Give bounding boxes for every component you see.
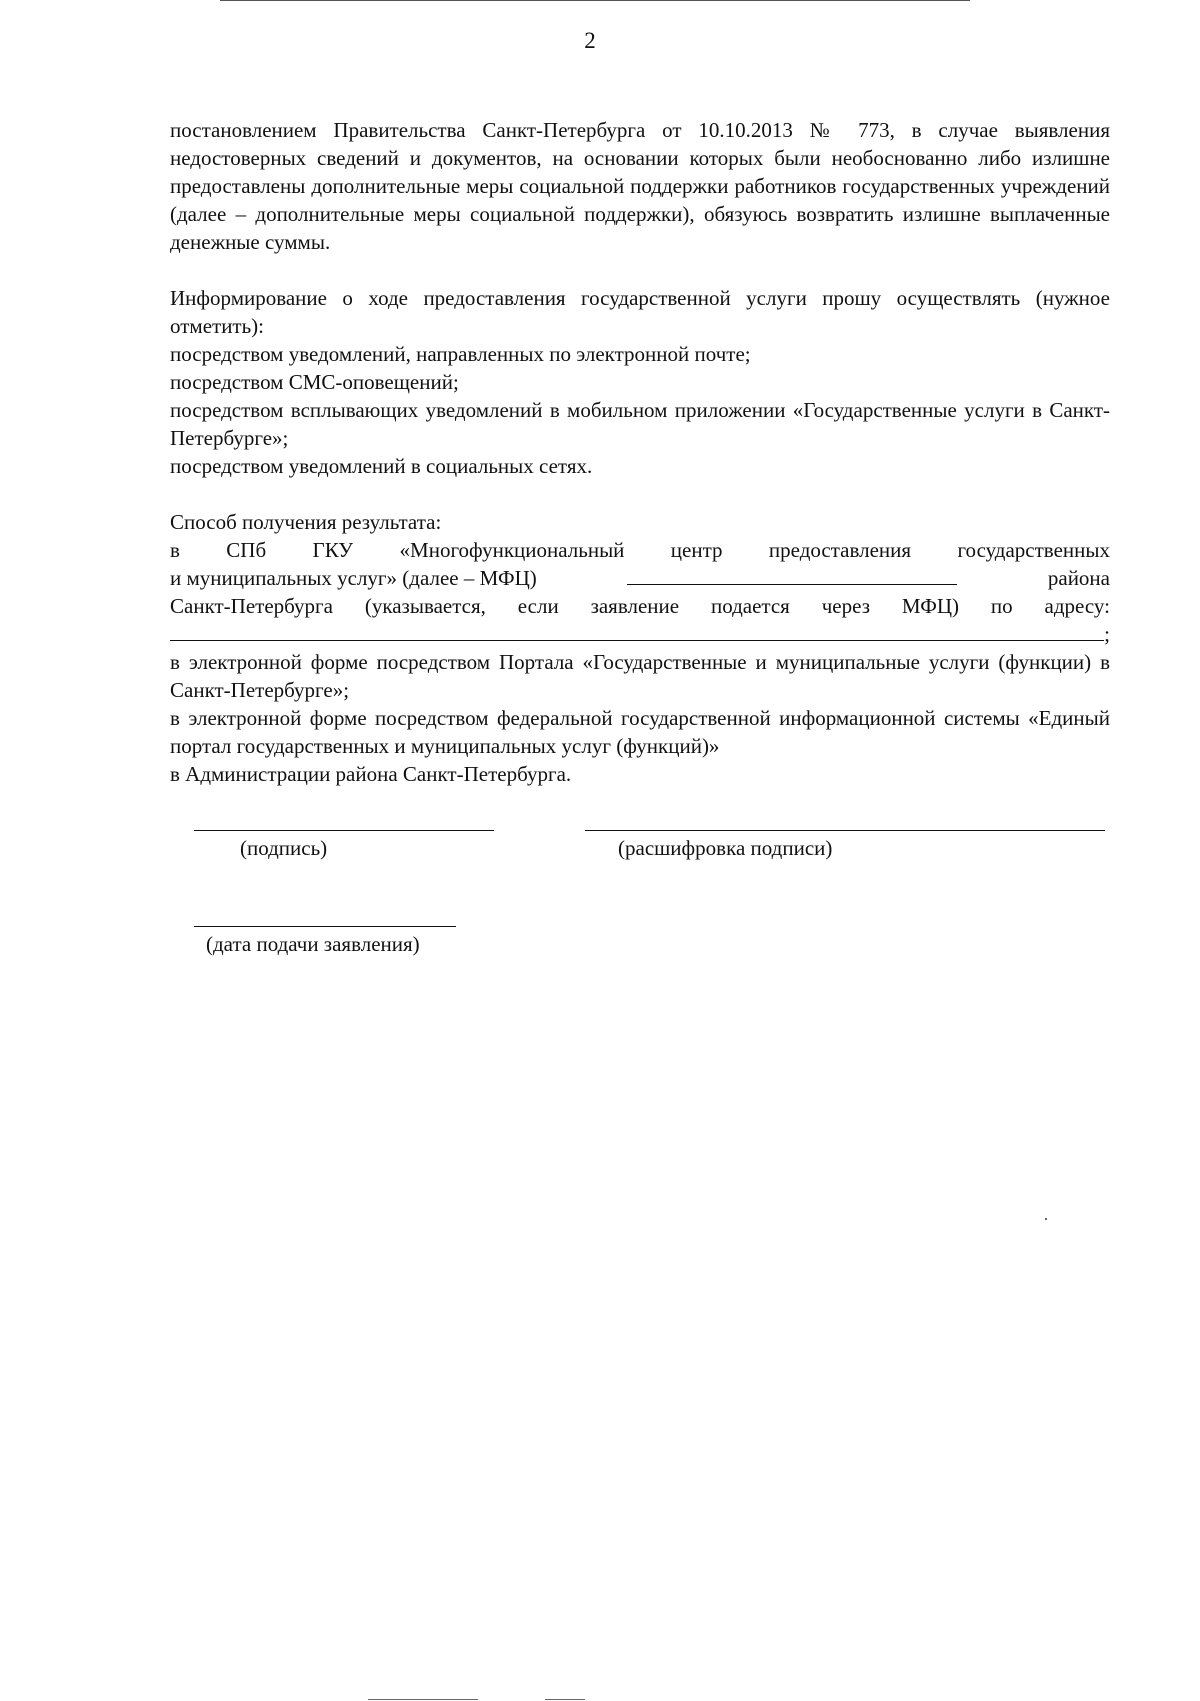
scan-edge-line: [220, 0, 970, 1]
signature-caption: (подпись): [240, 836, 328, 860]
page-number: 2: [584, 28, 596, 53]
informing-option-sms[interactable]: посредством СМС-оповещений;: [170, 370, 459, 394]
mfc-district-field[interactable]: [627, 564, 957, 585]
signature-decoding-line[interactable]: [585, 830, 1105, 831]
result-option-administration[interactable]: в Администрации района Санкт-Петербурга.: [170, 762, 572, 786]
result-option-mfc-line3: Санкт-Петербурга (указывается, если заявление подается через МФЦ) по адресу:: [170, 594, 1110, 618]
result-option-mfc-line1[interactable]: в СПб ГКУ «Многофункциональный центр предоставления государственных: [170, 538, 1110, 562]
informing-intro: Информирование о ходе предоставления государственной услуги прошу осуществлять (нужное отметить):: [170, 286, 1110, 338]
signature-decoding-caption: (расшифровка подписи): [618, 836, 833, 860]
address-field[interactable]: [170, 620, 1104, 641]
informing-option-social[interactable]: посредством уведомлений в социальных сетях.: [170, 454, 593, 478]
result-option-mfc-line2[interactable]: [170, 564, 1110, 592]
result-option-federal-portal[interactable]: в электронной форме посредством федеральной государственной информационной системы «Единый портал государственных и муниципальных услуг (функций)»: [170, 706, 1110, 758]
mfc-name-text: и муниципальных услуг» (далее – МФЦ): [170, 566, 537, 590]
address-line: [170, 620, 1110, 648]
consent-paragraph: постановлением Правительства Санкт-Петербурга от 10.10.2013 № 773, в случае выявления недостоверных сведений и документов, на основании которых были необоснованно либо излишне предоставлены дополнительные меры социальной поддержки работников государственных учреждений (далее – дополнительные меры социальной поддержки), обязуюсь возвратить излишне выплаченные денежные суммы.: [170, 118, 1110, 254]
date-line[interactable]: [194, 926, 456, 927]
scan-bottom-mark: [368, 1699, 478, 1700]
result-method-title: Способ получения результата:: [170, 510, 442, 534]
result-option-spb-portal[interactable]: в электронной форме посредством Портала «Государственные и муниципальные услуги (функции) в Санкт-Петербурге»;: [170, 650, 1110, 702]
scan-speck: [1045, 1218, 1047, 1220]
signature-line[interactable]: [194, 830, 494, 831]
scan-bottom-mark: [545, 1699, 585, 1700]
informing-option-mobile-app[interactable]: посредством всплывающих уведомлений в мобильном приложении «Государственные услуги в Санкт-Петербурге»;: [170, 398, 1110, 450]
address-line-end: ;: [1104, 622, 1110, 646]
document-body: [170, 116, 1110, 788]
informing-option-email[interactable]: посредством уведомлений, направленных по электронной почте;: [170, 342, 751, 366]
date-caption: (дата подачи заявления): [206, 932, 420, 956]
district-word: района: [1047, 566, 1110, 590]
